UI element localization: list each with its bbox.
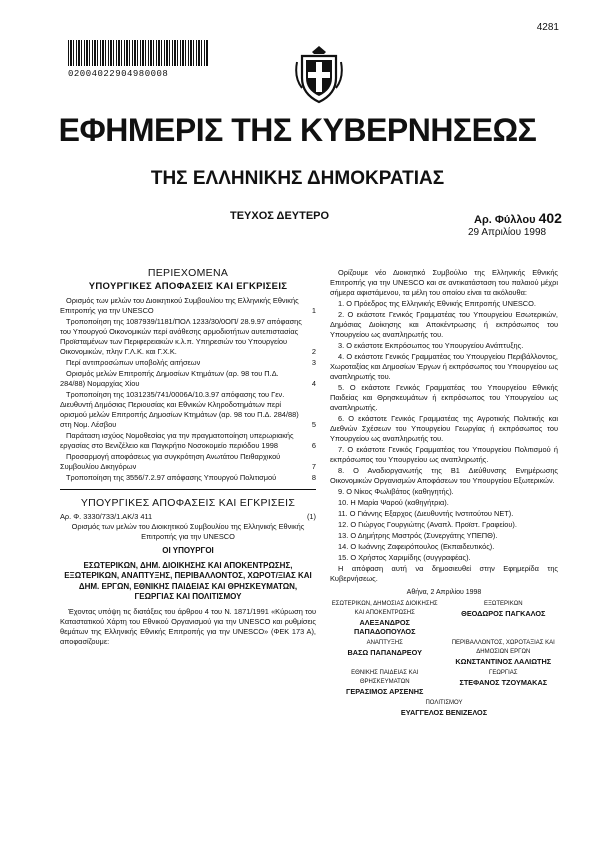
signature-name: ΕΥΑΓΓΕΛΟΣ ΒΕΝΙΖΕΛΟΣ — [400, 708, 488, 717]
decision-intro: Ορίζουμε νέο Διοικητικό Συμβούλιο της Ελληνικής Εθνικής Επιτροπής για την UNESCO και σε αντικατάσταση του παλαιού μέχρι σήμερα αφιστάμενου, τα μέλη του οποίου είναι τα ακόλουθα: — [330, 268, 558, 297]
signature-name: ΣΤΕΦΑΝΟΣ ΤΖΟΥΜΑΚΑΣ — [459, 678, 548, 687]
toc-item-page: 3 — [311, 358, 316, 367]
gazette-title: ΕΦΗΜΕΡΙΣ ΤΗΣ ΚΥΒΕΡΝΗΣΕΩΣ — [58, 112, 537, 148]
member-item: 14. Ο Ιωάννης Ζαφειρόπουλος (Εκπαιδευτικός). — [338, 542, 495, 551]
signature-name: ΓΕΡΑΣΙΜΟΣ ΑΡΣΕΝΗΣ — [345, 687, 424, 696]
member-item: 4. Ο εκάστοτε Γενικός Γραμματέας του Υπουργείου Περιβάλλοντος, Χωροταξίας και Δημοσίων Έργων ή εκπρόσωπος του Υπουργείου ως αναπληρωτής του. — [330, 352, 558, 381]
signature-name: ΒΑΣΩ ΠΑΠΑΝΔΡΕΟΥ — [347, 648, 422, 657]
signature-role: ΠΕΡΙΒΑΛΛΟΝΤΟΣ, ΧΩΡΟΤΑΞΙΑΣ ΚΑΙ ΔΗΜΟΣΙΩΝ ΕΡΓΩΝ — [451, 640, 555, 655]
signature — [330, 600, 439, 636]
toc-item[interactable] — [60, 317, 316, 357]
member-item: 15. Ο Χρήστος Χαριμίδης (συγγραφέας). — [338, 553, 471, 562]
member-item: 3. Ο εκάστοτε Εκπρόσωπος του Υπουργείου Ανάπτυξης. — [338, 341, 524, 350]
toc-item-text: Ορισμός των μελών του Διοικητικού Συμβουλίου της Ελληνικής Εθνικής Επιτροπής για την UNESCO — [60, 296, 299, 315]
member-item: 9. Ο Νίκος Φωλιβάτος (καθηγητής). — [338, 487, 454, 496]
member-item: 2. Ο εκάστοτε Γενικός Γραμματέας του Υπουργείου Εσωτερικών, Δημόσιας Διοίκησης και Αποκέντρωσης ή εκπρόσωπος του Υπουργείου ως αναπληρωτής του. — [330, 310, 558, 339]
gazette-subtitle: ΤΗΣ ΕΛΛΗΝΙΚΗΣ ΔΗΜΟΚΡΑΤΙΑΣ — [150, 168, 445, 189]
signature-role: ΓΕΩΡΓΙΑΣ — [489, 670, 518, 676]
toc-subheading: ΥΠΟΥΡΓΙΚΕΣ ΑΠΟΦΑΣΕΙΣ ΚΑΙ ΕΓΚΡΙΣΕΙΣ — [88, 281, 288, 292]
toc-item-text: Παράταση ισχύος Νομοθεσίας για την πραγματοποίηση υπερωριακής εργασίας στο Βενιζέλειο και Παγκρήτιο Νοσοκομείο περιόδου 1998 — [60, 431, 294, 450]
toc-item[interactable] — [60, 358, 316, 368]
signature-role: ΕΞΩΤΕΡΙΚΩΝ — [484, 601, 523, 607]
decision-subject: Ορισμός των μελών του Διοικητικού Συμβουλίου της Ελληνικής Εθνικής Επιτροπής για την UNESCO — [71, 522, 305, 541]
signature — [330, 669, 439, 696]
coat-of-arms-icon — [294, 44, 344, 111]
left-column — [60, 268, 316, 648]
signature — [449, 600, 558, 636]
page-number: 4281 — [536, 22, 559, 33]
ministers-title: ΟΙ ΥΠΟΥΡΓΟΙ — [162, 546, 214, 555]
toc-item-page: 6 — [311, 441, 316, 450]
signature-name: ΚΩΝΣΤΑΝΤΙΝΟΣ ΛΑΛΙΩΤΗΣ — [455, 657, 552, 666]
member-item: 6. Ο εκάστοτε Γενικός Γραμματέας της Αγροτικής Πολιτικής και Διεθνών Σχέσεων του Υπουργείου Γεωργίας ή εκπρόσωπος του Υπουργείου ως αναπληρωτής του. — [330, 414, 558, 443]
signature — [449, 639, 558, 666]
decision-body: Έχοντας υπόψη τις διατάξεις του άρθρου 4 του Ν. 1871/1991 «Κύρωση του Καταστατικού Χάρτη του Εθνικού Οργανισμού για την UNESCO και ρυθμίσεις θεμάτων της Ελληνικής Εθνικής Επιτροπής για την UNESCO» (ΦΕΚ 173 Α), αποφασίζουμε: — [60, 606, 316, 646]
signature-role: ΠΟΛΙΤΙΣΜΟΥ — [425, 700, 463, 706]
toc-item[interactable] — [60, 431, 316, 451]
toc-item-text: Τροποποίηση της 1087939/1181/ΠΟΛ 1233/30/0ΟΠ/ 28.9.97 απόφασης του Υπουργού Οικονομικών περί ανάθεσης αρμοδιοτήτων αυτεπιστασίας Προϊσταμένων των Περιφερειακών κ.λ.π. Υπηρεσιών του Υπουργείου Οικονομικών, πλην Γ.Λ.Κ. και Γ.Χ.Κ. — [60, 317, 302, 356]
toc-item[interactable] — [60, 473, 316, 483]
sheet-number-value: 402 — [538, 210, 562, 226]
toc-item-text: Ορισμός μελών Επιτροπής Δημοσίων Κτημάτων (αρ. 98 του Π.Δ. 284/88) Νομαρχίας Χίου — [60, 369, 279, 388]
signature-role: ΕΘΝΙΚΗΣ ΠΑΙΔΕΙΑΣ ΚΑΙ ΘΡΗΣΚΕΥΜΑΤΩΝ — [351, 670, 419, 685]
signature — [330, 639, 439, 666]
toc-item[interactable] — [60, 296, 316, 316]
toc-item[interactable] — [60, 369, 316, 389]
ministers-list: ΕΣΩΤΕΡΙΚΩΝ, ΔΗΜ. ΔΙΟΙΚΗΣΗΣ ΚΑΙ ΑΠΟΚΕΝΤΡΩΣΗΣ, ΕΞΩΤΕΡΙΚΩΝ, ΑΝΑΠΤΥΞΗΣ, ΠΕΡΙΒΑΛΛΟΝΤΟΣ, ΧΩΡΟΤ/ΞΙΑΣ ΚΑΙ ΔΗΜ. ΕΡΓΩΝ, ΕΘΝΙΚΗΣ ΠΑΙΔΕΙΑΣ ΚΑΙ ΘΡΗΣΚΕΥΜΑΤΩΝ, ΓΕΩΡΓΙΑΣ ΚΑΙ ΠΟΛΙΤΙΣΜΟΥ — [64, 560, 312, 601]
toc-item-page: 8 — [311, 473, 316, 482]
issue-label: ΤΕΥΧΟΣ ΔΕΥΤΕΡΟ — [230, 210, 330, 222]
place-date: Αθήνα, 2 Απριλίου 1998 — [406, 589, 482, 596]
toc-item-page: 7 — [311, 462, 316, 471]
decision-ref: Αρ. Φ. 3330/733/1.ΑΚ/3 411 — [60, 512, 153, 521]
issue-date: 29 Απριλίου 1998 — [468, 227, 547, 238]
signature — [330, 699, 558, 717]
member-item: 8. Ο Αναδιοργανωτής της Β1 Διεύθυνσης Ενημέρωσης Οικονομικών Οργανισμών Αποφάσεων του Υπουργείου Εξωτερικών. — [330, 466, 558, 485]
toc-item-page: 1 — [311, 306, 316, 315]
toc-item[interactable] — [60, 452, 316, 472]
toc-item-text: Τροποποίηση της 1031235/741/0006Α/10.3.97 απόφασης του Γεν. Διευθυντή Δημόσιας Περιουσίας και Εθνικών Κληροδοτημάτων περί ορισμού μελών Επιτροπής Δημοσίων Κτημάτων (αρ. 98 του Π.Δ. 284/88) στη Νομ. Λέσβου — [60, 390, 299, 429]
member-item: 5. Ο εκάστοτε Γενικός Γραμματέας του Υπουργείου Εθνικής Παιδείας και Θρησκευμάτων ή εκπρόσωπος του Υπουργείου ως αναπληρωτής. — [330, 383, 558, 412]
decision-heading: ΥΠΟΥΡΓΙΚΕΣ ΑΠΟΦΑΣΕΙΣ ΚΑΙ ΕΓΚΡΙΣΕΙΣ — [80, 497, 296, 509]
right-column — [330, 268, 558, 717]
signature-block — [330, 600, 558, 717]
toc-item-text: Τροποποίηση της 3556/7.2.97 απόφασης Υπουργού Πολιτισμού — [66, 473, 277, 482]
member-item: 12. Ο Γιώργος Γουργιώτης (Αναπλ. Προϊστ. Γραφείου). — [338, 520, 517, 529]
toc-item-text: Περί αντιπροσώπων υποβολής αιτήσεων — [66, 358, 201, 367]
toc-item-page: 5 — [311, 420, 316, 429]
signature-name: ΘΕΟΔΩΡΟΣ ΠΑΓΚΑΛΟΣ — [461, 609, 546, 618]
signature-name: ΑΛΕΞΑΝΔΡΟΣ ΠΑΠΑΔΟΠΟΥΛΟΣ — [353, 618, 416, 636]
toc-item-text: Προσαρμογή αποφάσεως για συγκρότηση Ανωτάτου Πειθαρχικού Συμβουλίου Δικηγόρων — [60, 452, 281, 471]
toc-item[interactable] — [60, 390, 316, 430]
signature-row — [330, 639, 558, 666]
barcode — [68, 40, 208, 66]
toc-heading: ΠΕΡΙΕΧΟΜΕΝΑ — [147, 267, 229, 279]
signature-row — [330, 600, 558, 636]
decision-ref-num: (1) — [306, 512, 316, 521]
member-item: 13. Ο Δημήτρης Μαστρός (Συνεργάτης ΥΠΕΠΘ). — [338, 531, 498, 540]
barcode-number: 02004022904980008 — [68, 69, 169, 79]
signature-row — [330, 669, 558, 696]
member-item: 1. Ο Πρόεδρος της Ελληνικής Εθνικής Επιτροπής UNESCO. — [338, 299, 536, 308]
member-item: 7. Ο εκάστοτε Γενικός Γραμματέας του Υπουργείου Πολιτισμού ή εκπρόσωπος του Υπουργείου ως αναπληρωτής. — [330, 445, 558, 464]
toc-item-page: 4 — [311, 379, 316, 388]
closing-text: Η απόφαση αυτή να δημοσιευθεί στην Εφημερίδα της Κυβερνήσεως. — [330, 564, 558, 583]
signature — [449, 669, 558, 696]
sheet-number — [474, 210, 562, 226]
sheet-label: Αρ. Φύλλου — [474, 214, 536, 226]
decision-ref-row — [60, 512, 316, 522]
member-item: 10. Η Μαρία Ψαρού (καθηγήτρια). — [338, 498, 449, 507]
section-divider — [60, 489, 316, 490]
signature-role: ΕΣΩΤΕΡΙΚΩΝ, ΔΗΜΟΣΙΑΣ ΔΙΟΙΚΗΣΗΣ ΚΑΙ ΑΠΟΚΕΝΤΡΩΣΗΣ — [331, 601, 438, 616]
member-item: 11. Ο Γιάννης Εξαρχος (Διευθυντής Ινστιτούτου ΝΕΤ). — [338, 509, 514, 518]
signature-role: ΑΝΑΠΤΥΞΗΣ — [366, 640, 403, 646]
toc-item-page: 2 — [311, 347, 316, 356]
